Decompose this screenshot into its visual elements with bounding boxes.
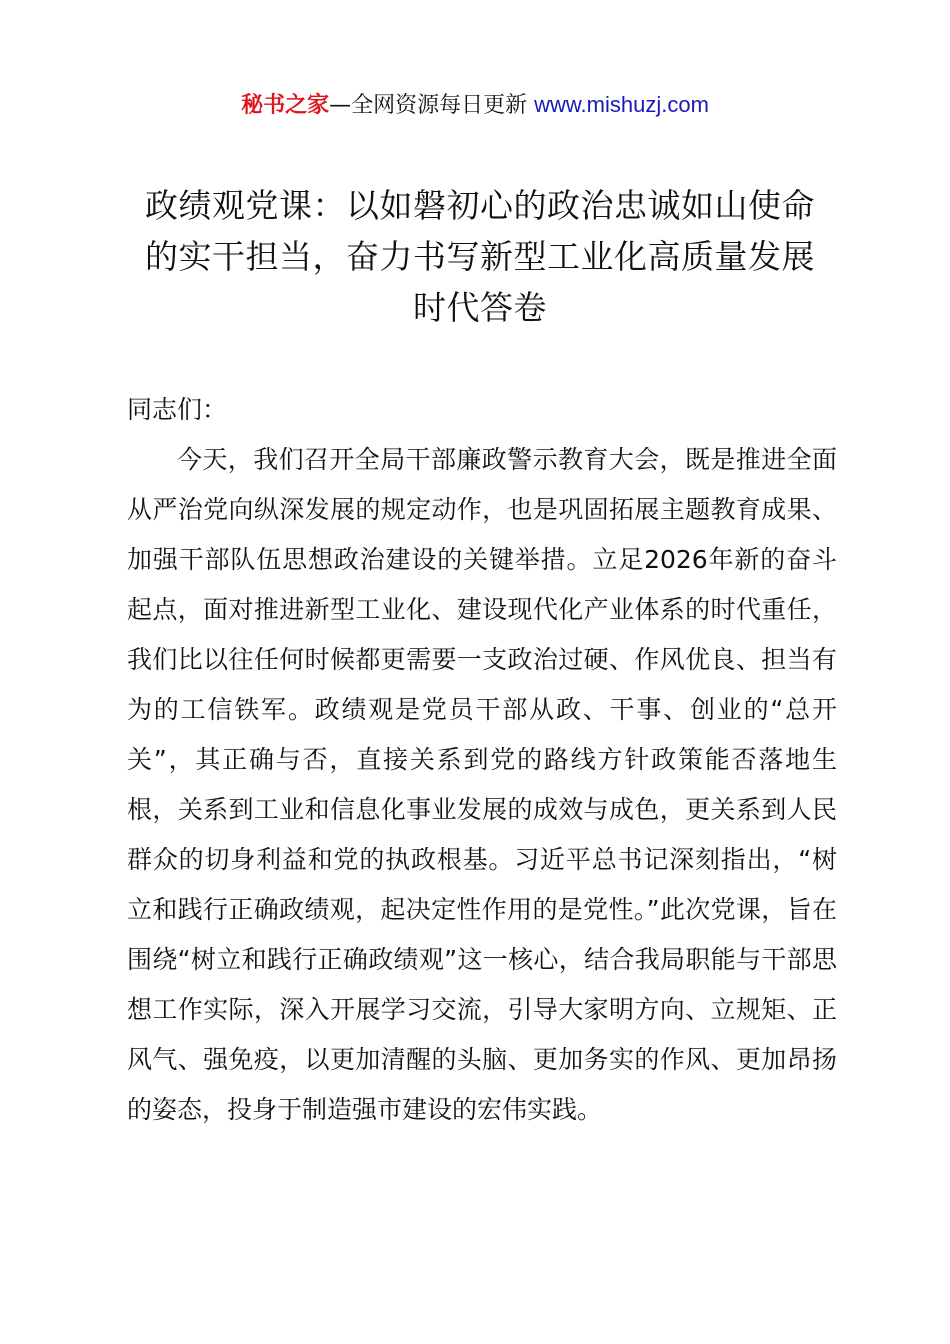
document-body	[127, 385, 837, 1135]
header-tagline: —全网资源每日更新	[329, 93, 528, 118]
site-url-link[interactable]: www.mishuzj.com	[534, 92, 709, 117]
site-header	[0, 88, 950, 123]
title-line-1: 政绩观党课：以如磐初心的政治忠诚如山使命	[145, 186, 815, 225]
title-line-3: 时代答卷	[413, 288, 547, 327]
document-title	[110, 180, 850, 333]
brand-name: 秘书之家	[241, 93, 330, 118]
body-paragraph: 今天，我们召开全局干部廉政警示教育大会，既是推进全面从严治党向纵深发展的规定动作，也是巩固拓展主题教育成果、加强干部队伍思想政治建设的关键举措。立足2026年新的奋斗起点，面对推进新型工业化、建设现代化产业体系的时代重任，我们比以往任何时候都更需要一支政治过硬、作风优良、担当有为的工信铁军。政绩观是党员干部从政、干事、创业的“总开关”，其正确与否，直接关系到党的路线方针政策能否落地生根，关系到工业和信息化事业发展的成效与成色，更关系到人民群众的切身利益和党的执政根基。习近平总书记深刻指出，“树立和践行正确政绩观，起决定性作用的是党性。”此次党课，旨在围绕“树立和践行正确政绩观”这一核心，结合我局职能与干部思想工作实际，深入开展学习交流，引导大家明方向、立规矩、正风气、强免疫，以更加清醒的头脑、更加务实的作风、更加昂扬的姿态，投身于制造强市建设的宏伟实践。	[127, 445, 837, 1124]
title-line-2: 的实干担当，奋力书写新型工业化高质量发展	[145, 237, 815, 276]
salutation: 同志们：	[127, 395, 228, 424]
